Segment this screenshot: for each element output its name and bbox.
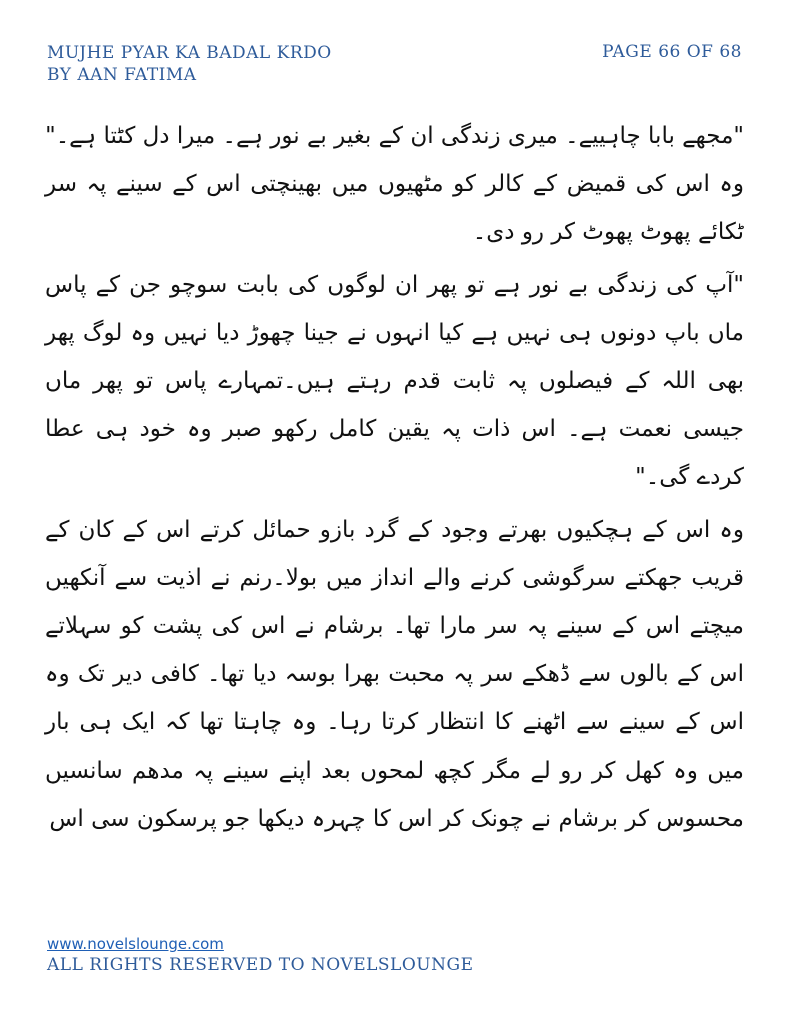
paragraph-1: "مجھے بابا چاہییے۔ میری زندگی ان کے بغیر بے نور ہے۔ میرا دل کٹتا ہے۔" <box>45 123 744 149</box>
paragraph-4: وہ اس کے ہچکیوں بھرتے وجود کے گرد بازو حمائل کرتے اس کے کان کے قریب جھکتے سرگوشی کرنے والے انداز میں بولا۔رنم نے اذیت سے آنکھیں میچتے اس کے سینے پہ سر مارا تھا۔ برشام نے اس کی پشت کو سہلاتے اس کے بالوں سے ڈھکے سر پہ محبت بھرا بوسہ دیا تھا۔ کافی دیر تک وہ اس کے سینے سے اٹھنے کا انتظار کرتا رہا۔ وہ چاہتا تھا کہ ایک ہی بار میں وہ کھل کر رو لے مگر کچھ لمحوں بعد اپنے سینے پہ مدھم سانسیں محسوس کر برشام نے چونک کر اس کا چہرہ دیکھا جو پرسکون سی اس <box>45 516 744 832</box>
document-header <box>47 42 332 86</box>
author-name: BY AAN FATIMA <box>47 65 197 85</box>
website-link[interactable]: www.novelslounge.com <box>47 935 224 953</box>
copyright-notice: ALL RIGHTS RESERVED TO NOVELSLOUNGE <box>47 955 474 975</box>
story-body <box>45 112 744 843</box>
paragraph-3: "آپ کی زندگی بے نور ہے تو پھر ان لوگوں کی بابت سوچو جن کے پاس ماں باپ دونوں ہی نہیں ہے کیا انہوں نے جینا چھوڑ دیا نہیں وہ لوگ پھر بھی اللہ کے فیصلوں پہ ثابت قدم رہتے ہیں۔تمہارے پاس تو پھر ماں جیسی نعمت ہے۔ اس ذات پہ یقین کامل رکھو صبر وہ خود ہی عطا کردے گی۔" <box>45 271 744 491</box>
novel-title: MUJHE PYAR KA BADAL KRDO <box>47 43 332 63</box>
page-number: PAGE 66 OF 68 <box>602 42 742 62</box>
document-footer <box>47 934 473 976</box>
paragraph-2: وہ اس کی قمیض کے کالر کو مٹھیوں میں بھینچتی اس کے سینے پہ سر ٹکائے پھوٹ پھوٹ کر رو دی۔ <box>45 171 744 246</box>
